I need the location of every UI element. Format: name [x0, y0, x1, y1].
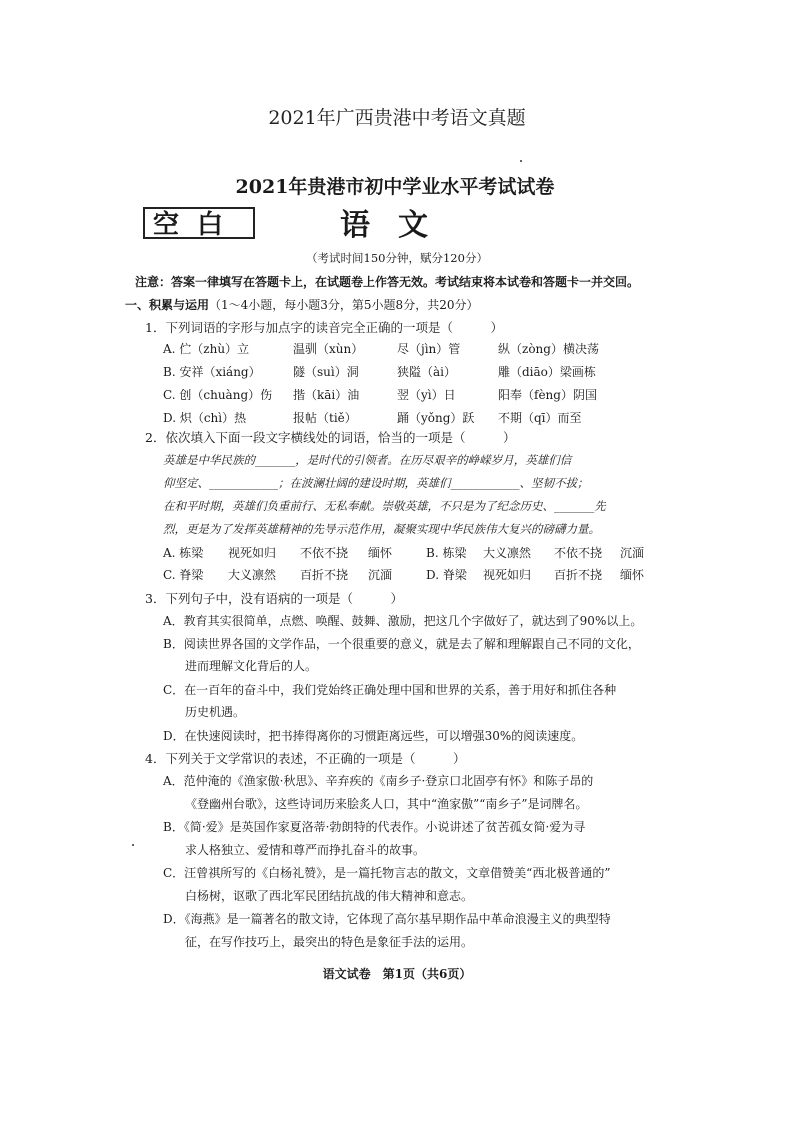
q4-option-b-cont: 求人格独立、爱情和尊严而挣扎奋斗的故事。 — [185, 843, 426, 857]
section-1-heading — [125, 296, 478, 313]
section-1-detail: （1～4小题，每小题3分，第5小题8分，共20分） — [209, 298, 479, 312]
q2-option-cell: B. 栋梁 — [426, 546, 467, 560]
q1-option-cell: 纵（zòng）横决荡 — [498, 342, 599, 356]
page-title: 2021年广西贵港中考语文真题 — [268, 107, 526, 129]
q2-option-cell: 大义凛然 — [483, 546, 532, 560]
q3-option-b-cont: 进而理解文化背后的人。 — [185, 659, 318, 673]
scan-speck — [520, 160, 522, 162]
q3-option-d: D．在快速阅读时，把书捧得离你的习惯距离远些，可以增强30%的阅读速度。 — [163, 729, 584, 743]
q1-option-cell: 隧（suì）洞 — [293, 365, 359, 379]
q2-option-cell: C. 脊梁 — [163, 568, 204, 582]
q1-option-cell: 报帖（tiě） — [293, 411, 357, 425]
passage-line: 英雄是中华民族的_______，是时代的引领者。在历尽艰辛的峥嵘岁月，英雄们信 — [163, 453, 572, 467]
q1-option-cell: 尽（jìn）管 — [397, 342, 461, 356]
scan-speck — [132, 844, 134, 846]
q2-option-cell: 百折不挠 — [554, 568, 603, 582]
question-2-stem: 2．依次填入下面一段文字横线处的词语，恰当的一项是（ ） — [145, 430, 516, 445]
q1-option-cell: 雕（diāo）梁画栋 — [498, 365, 596, 379]
q4-option-a: A．范仲淹的《渔家傲·秋思》、辛弃疾的《南乡子·登京口北固亭有怀》和陈子昂的 — [163, 774, 594, 788]
q1-option-cell: 不期（qī）而至 — [498, 411, 582, 425]
q1-option-cell: C. 创（chuàng）伤 — [163, 388, 273, 402]
q1-option-cell: 狭隘（ài） — [397, 365, 456, 379]
q2-option-cell: 不依不挠 — [554, 546, 603, 560]
q1-option-cell: A. 伫（zhù）立 — [163, 342, 250, 356]
q2-option-cell: A. 栋梁 — [163, 546, 204, 560]
exam-notice: 注意：答案一律填写在答题卡上，在试题卷上作答无效。考试结束将本试卷和答题卡一并交回。 — [135, 275, 640, 289]
q2-option-cell: 缅怀 — [368, 546, 393, 560]
q2-option-cell: D. 脊梁 — [426, 568, 467, 582]
q4-option-a-cont: 《登幽州台歌》，这些诗词历来脍炙人口，其中“渔家傲”“南乡子”是词牌名。 — [185, 797, 588, 811]
exam-title: 2021年贵港市初中学业水平考试试卷 — [235, 176, 555, 198]
q1-option-cell: 阳奉（fèng）阴国 — [498, 388, 597, 402]
q2-option-cell: 视死如归 — [483, 568, 532, 582]
q1-option-cell: 揩（kāi）油 — [293, 388, 360, 402]
question-3-stem: 3．下列句子中，没有语病的一项是（ ） — [145, 591, 403, 606]
q2-option-cell: 缅怀 — [620, 568, 645, 582]
question-4-stem: 4．下列关于文学常识的表述，不正确的一项是（ ） — [145, 751, 466, 766]
q2-option-cell: 沉湎 — [368, 568, 393, 582]
q1-option-cell: 踊（yǒng）跃 — [397, 411, 475, 425]
q2-option-cell: 沉湎 — [620, 546, 645, 560]
q3-option-a: A．教育其实很简单，点燃、唤醒、鼓舞、激励，把这几个字做好了，就达到了90%以上。 — [163, 614, 643, 628]
q4-option-c: C．汪曾祺所写的《白杨礼赞》，是一篇托物言志的散文，文章借赞美“西北极普通的” — [163, 866, 611, 880]
passage-line: 仰坚定、____________；在波澜壮阔的建设时期，英雄们____________、坚韧不拔； — [163, 476, 589, 490]
q1-option-cell: B. 安祥（xiáng） — [163, 365, 261, 379]
q4-option-c-cont: 白杨树，讴歌了西北军民团结抗战的伟大精神和意志。 — [185, 889, 474, 903]
section-1-title: 一、积累与运用 — [125, 298, 210, 312]
q3-option-c-cont: 历史机遇。 — [185, 705, 246, 719]
passage-line: 烈，更是为了发挥英雄精神的先导示范作用，凝聚实现中华民族伟大复兴的磅礴力量。 — [163, 522, 600, 536]
exam-time-note: （考试时间150分钟，赋分120分） — [306, 251, 488, 265]
q2-option-cell: 大义凛然 — [228, 568, 277, 582]
q4-option-b: B．《简·爱》是英国作家夏洛蒂·勃朗特的代表作。小说讲述了贫苦孤女简·爱为寻 — [163, 820, 586, 834]
passage-line: 在和平时期，英雄们负重前行、无私奉献。崇敬英雄，不只是为了纪念历史、_______先 — [163, 499, 606, 513]
q4-option-d: D．《海燕》是一篇著名的散文诗，它体现了高尔基早期作品中革命浪漫主义的典型特 — [163, 912, 611, 926]
page-footer: 语文试卷 第1页（共6页） — [322, 967, 472, 981]
q3-option-b: B．阅读世界各国的文学作品，一个很重要的意义，就是去了解和理解跟自己不同的文化， — [163, 637, 640, 651]
question-1-stem: 1．下列词语的字形与加点字的读音完全正确的一项是（ ） — [145, 320, 503, 335]
blank-stamp: 空白 — [143, 207, 255, 239]
q2-option-cell: 不依不挠 — [300, 546, 349, 560]
q4-option-d-cont: 征，在写作技巧上，最突出的特色是象征手法的运用。 — [185, 935, 474, 949]
q2-option-cell: 百折不挠 — [300, 568, 349, 582]
subject-heading: 语文 — [340, 208, 456, 243]
q3-option-c: C．在一百年的奋斗中，我们党始终正确处理中国和世界的关系，善于用好和抓住各种 — [163, 683, 617, 697]
q2-option-cell: 视死如归 — [228, 546, 277, 560]
q1-option-cell: 翌（yì）日 — [397, 388, 456, 402]
q1-option-cell: 温驯（xùn） — [293, 342, 364, 356]
q1-option-cell: D. 炽（chì）热 — [163, 411, 247, 425]
